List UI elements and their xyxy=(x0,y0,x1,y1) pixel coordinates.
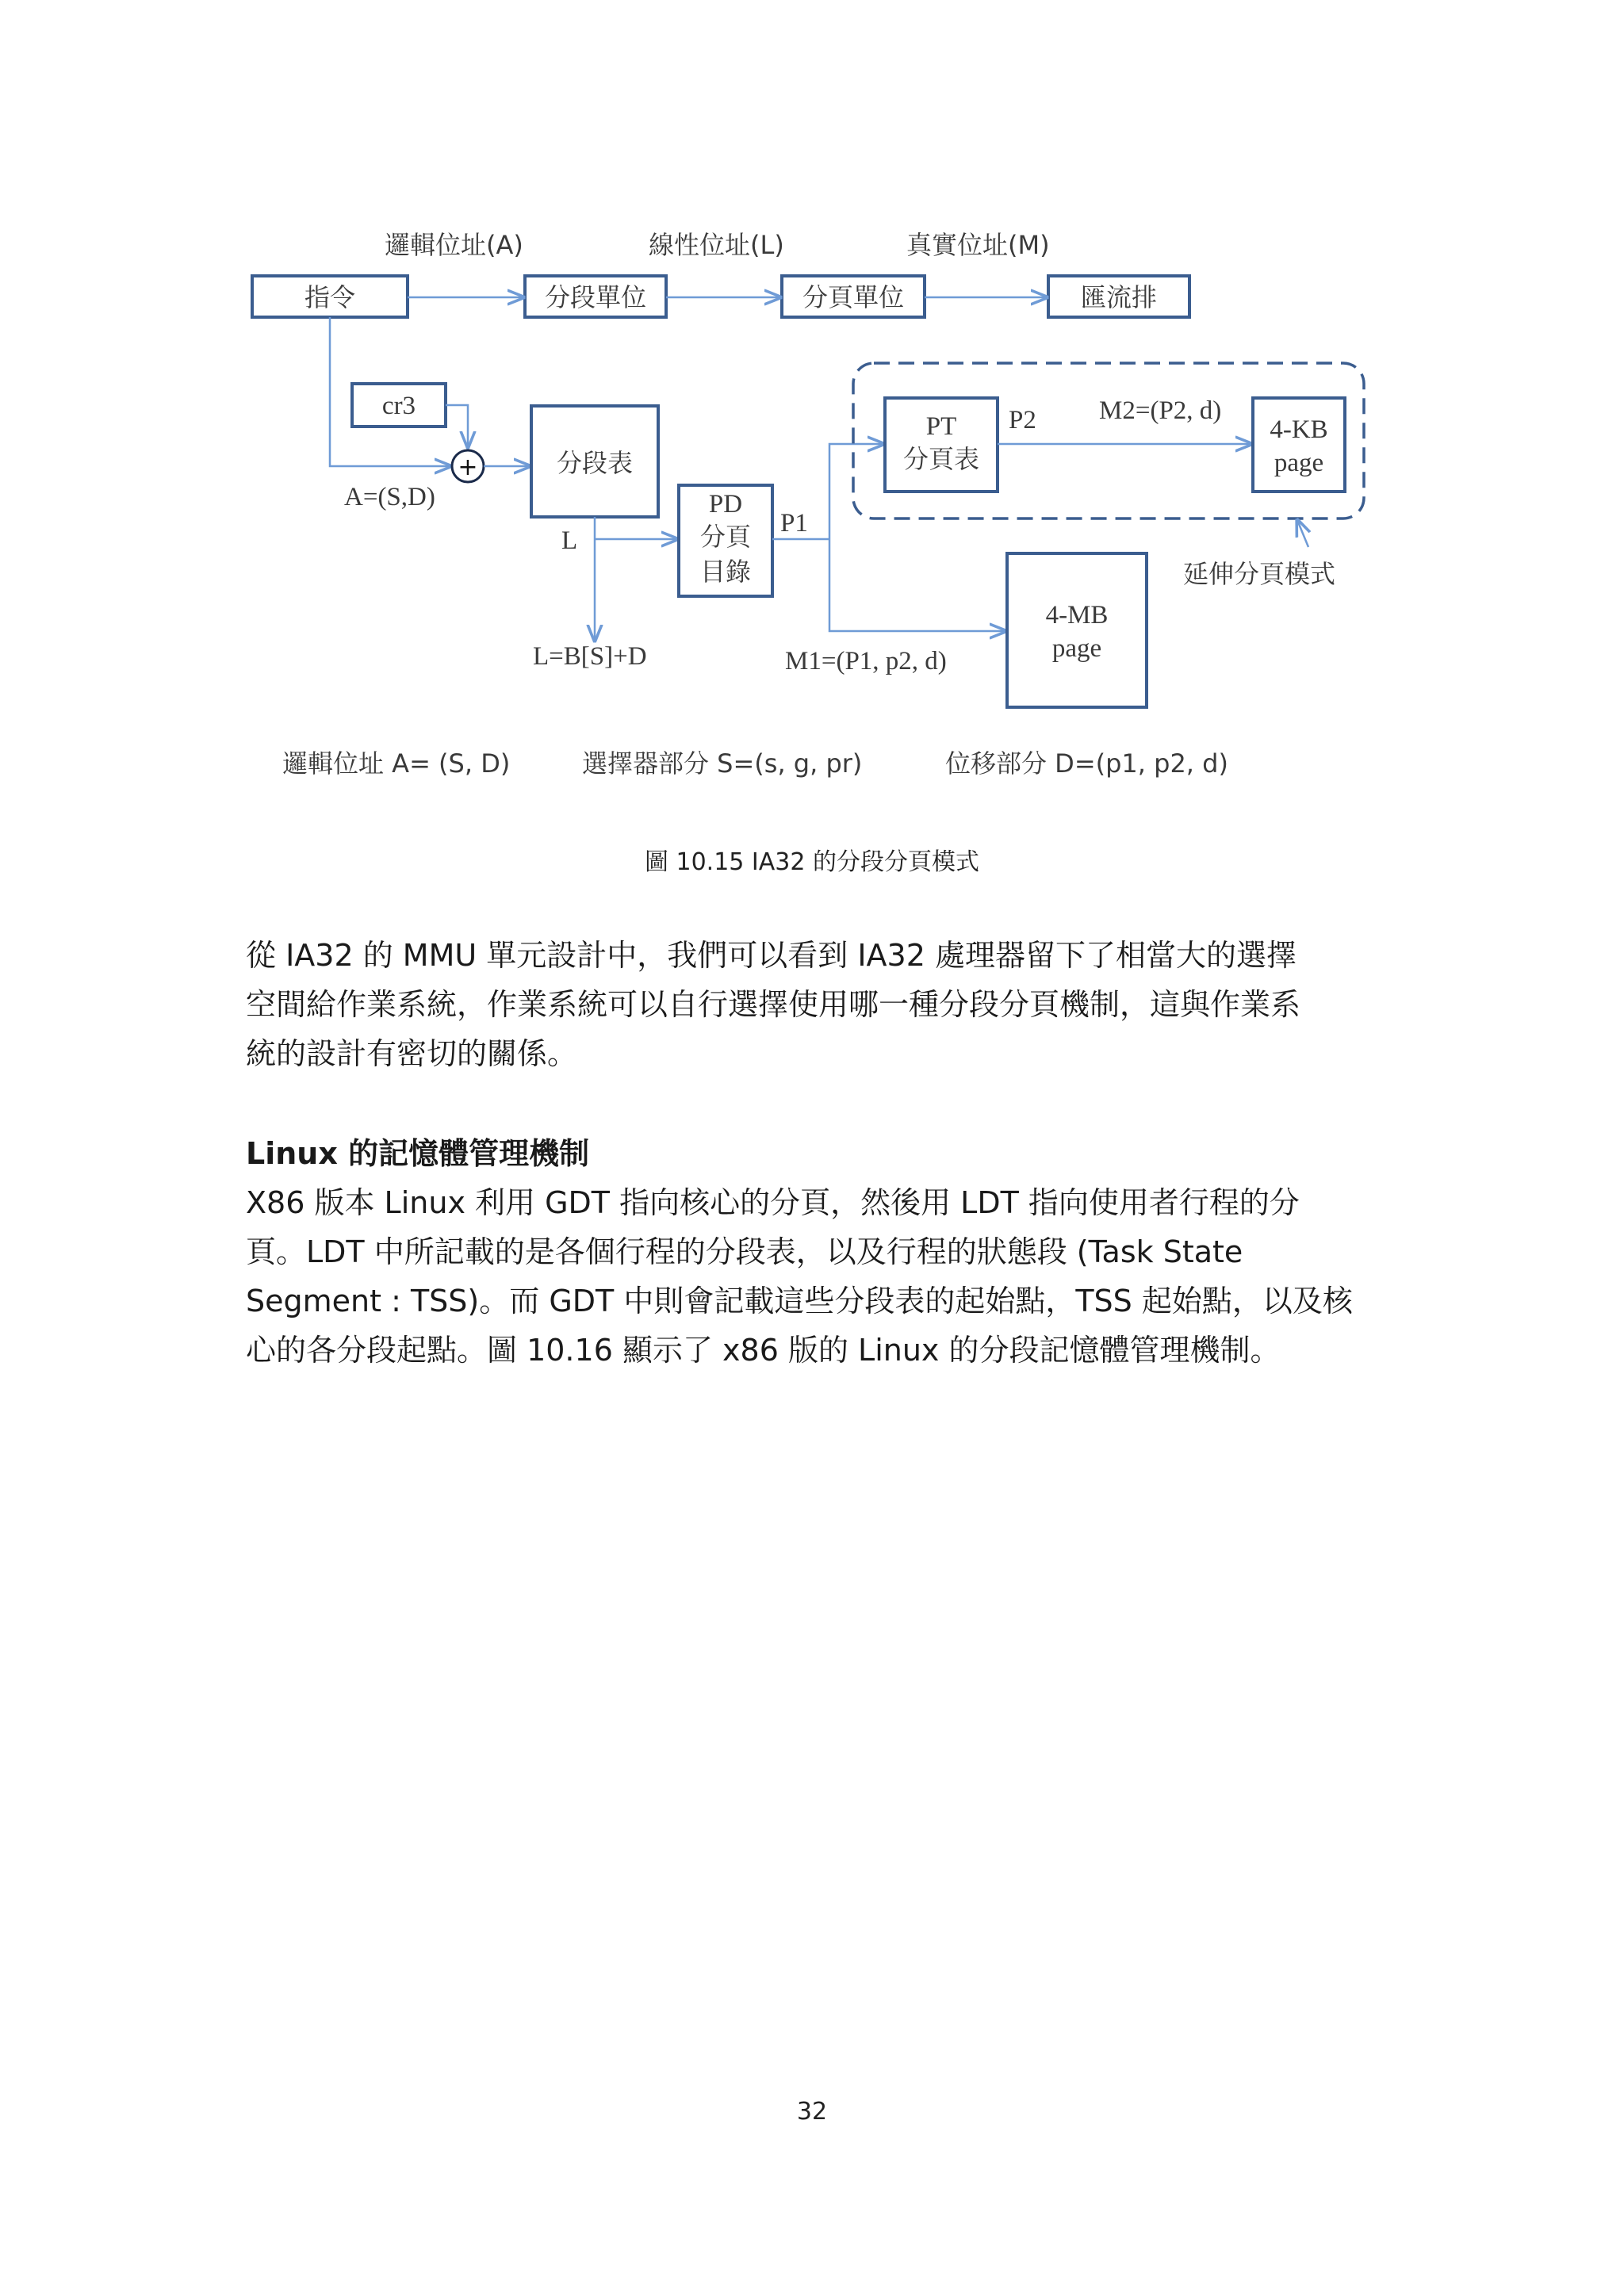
instruction-label: 指令 xyxy=(304,282,356,312)
paragraph-line: X86 版本 Linux 利用 GDT 指向核心的分頁，然後用 LDT 指向使用者行程的分 xyxy=(246,1185,1300,1220)
m2-equation-label: M2=(P2, d) xyxy=(1099,396,1222,425)
pt-label-2: 分頁表 xyxy=(902,444,980,474)
logical-address-label: 邏輯位址(A) xyxy=(385,230,523,260)
paragraph-line: 空間給作業系統，作業系統可以自行選擇使用哪一種分段分頁機制，這與作業系 xyxy=(246,987,1301,1022)
page-number: 32 xyxy=(796,2098,828,2126)
p1-to-pt-arrow xyxy=(829,444,883,539)
adder-plus: + xyxy=(458,453,478,481)
segment-unit-label: 分段單位 xyxy=(544,282,647,312)
paragraph-line: 統的設計有密切的關係。 xyxy=(246,1036,578,1071)
4mb-label-2: page xyxy=(1051,634,1102,663)
paragraph-mmu xyxy=(246,931,1388,1078)
l-label: L xyxy=(561,526,578,555)
extended-paging-label: 延伸分頁模式 xyxy=(1183,559,1336,589)
p1-to-4mb-arrow xyxy=(829,539,1005,631)
pt-label-1: PT xyxy=(925,412,957,441)
a-equation-label: A=(S,D) xyxy=(344,483,435,511)
figure-caption: 圖 10.15 IA32 的分段分頁模式 xyxy=(644,848,980,876)
paragraph-line: 從 IA32 的 MMU 單元設計中，我們可以看到 IA32 處理器留下了相當大的選擇 xyxy=(246,938,1297,973)
p1-label: P1 xyxy=(780,509,808,538)
cr3-label: cr3 xyxy=(381,392,416,420)
physical-address-label: 真實位址(M) xyxy=(906,230,1050,260)
footer-selector: 選擇器部分 S=(s, g, pr) xyxy=(582,748,863,779)
paging-unit-label: 分頁單位 xyxy=(802,282,905,312)
4kb-label-2: page xyxy=(1274,449,1324,477)
l-equation-label: L=B[S]+D xyxy=(533,642,647,671)
section-heading: Linux 的記憶體管理機制 xyxy=(246,1136,590,1171)
extended-annotation-arrow xyxy=(1297,520,1308,547)
4kb-page-box xyxy=(1253,398,1345,492)
p2-label: P2 xyxy=(1009,406,1036,434)
linear-address-label: 線性位址(L) xyxy=(649,230,784,260)
segment-table-label: 分段表 xyxy=(556,448,634,478)
4mb-label-1: 4-MB xyxy=(1045,601,1109,629)
paragraph-line: Segment : TSS)。而 GDT 中則會記載這些分段表的起始點，TSS 起始點，以及核 xyxy=(246,1284,1353,1318)
4mb-page-box xyxy=(1007,553,1147,707)
footer-logical-address: 邏輯位址 A= (S, D) xyxy=(282,748,511,779)
paging-diagram xyxy=(0,0,1624,825)
paragraph-linux xyxy=(246,1178,1388,1375)
pd-label-2: 分頁 xyxy=(699,522,752,552)
footer-offset: 位移部分 D=(p1, p2, d) xyxy=(945,748,1228,779)
m1-equation-label: M1=(P1, p2, d) xyxy=(785,647,947,675)
bus-label: 匯流排 xyxy=(1080,282,1158,312)
paragraph-line: 心的各分段起點。圖 10.16 顯示了 x86 版的 Linux 的分段記憶體管理機制。 xyxy=(246,1333,1281,1368)
pd-label-1: PD xyxy=(708,490,743,519)
4kb-label-1: 4-KB xyxy=(1270,415,1328,444)
paragraph-line: 頁。LDT 中所記載的是各個行程的分段表，以及行程的狀態段 (Task State xyxy=(246,1234,1243,1269)
cr3-to-adder-arrow xyxy=(446,405,468,447)
pd-label-3: 目錄 xyxy=(699,557,752,587)
